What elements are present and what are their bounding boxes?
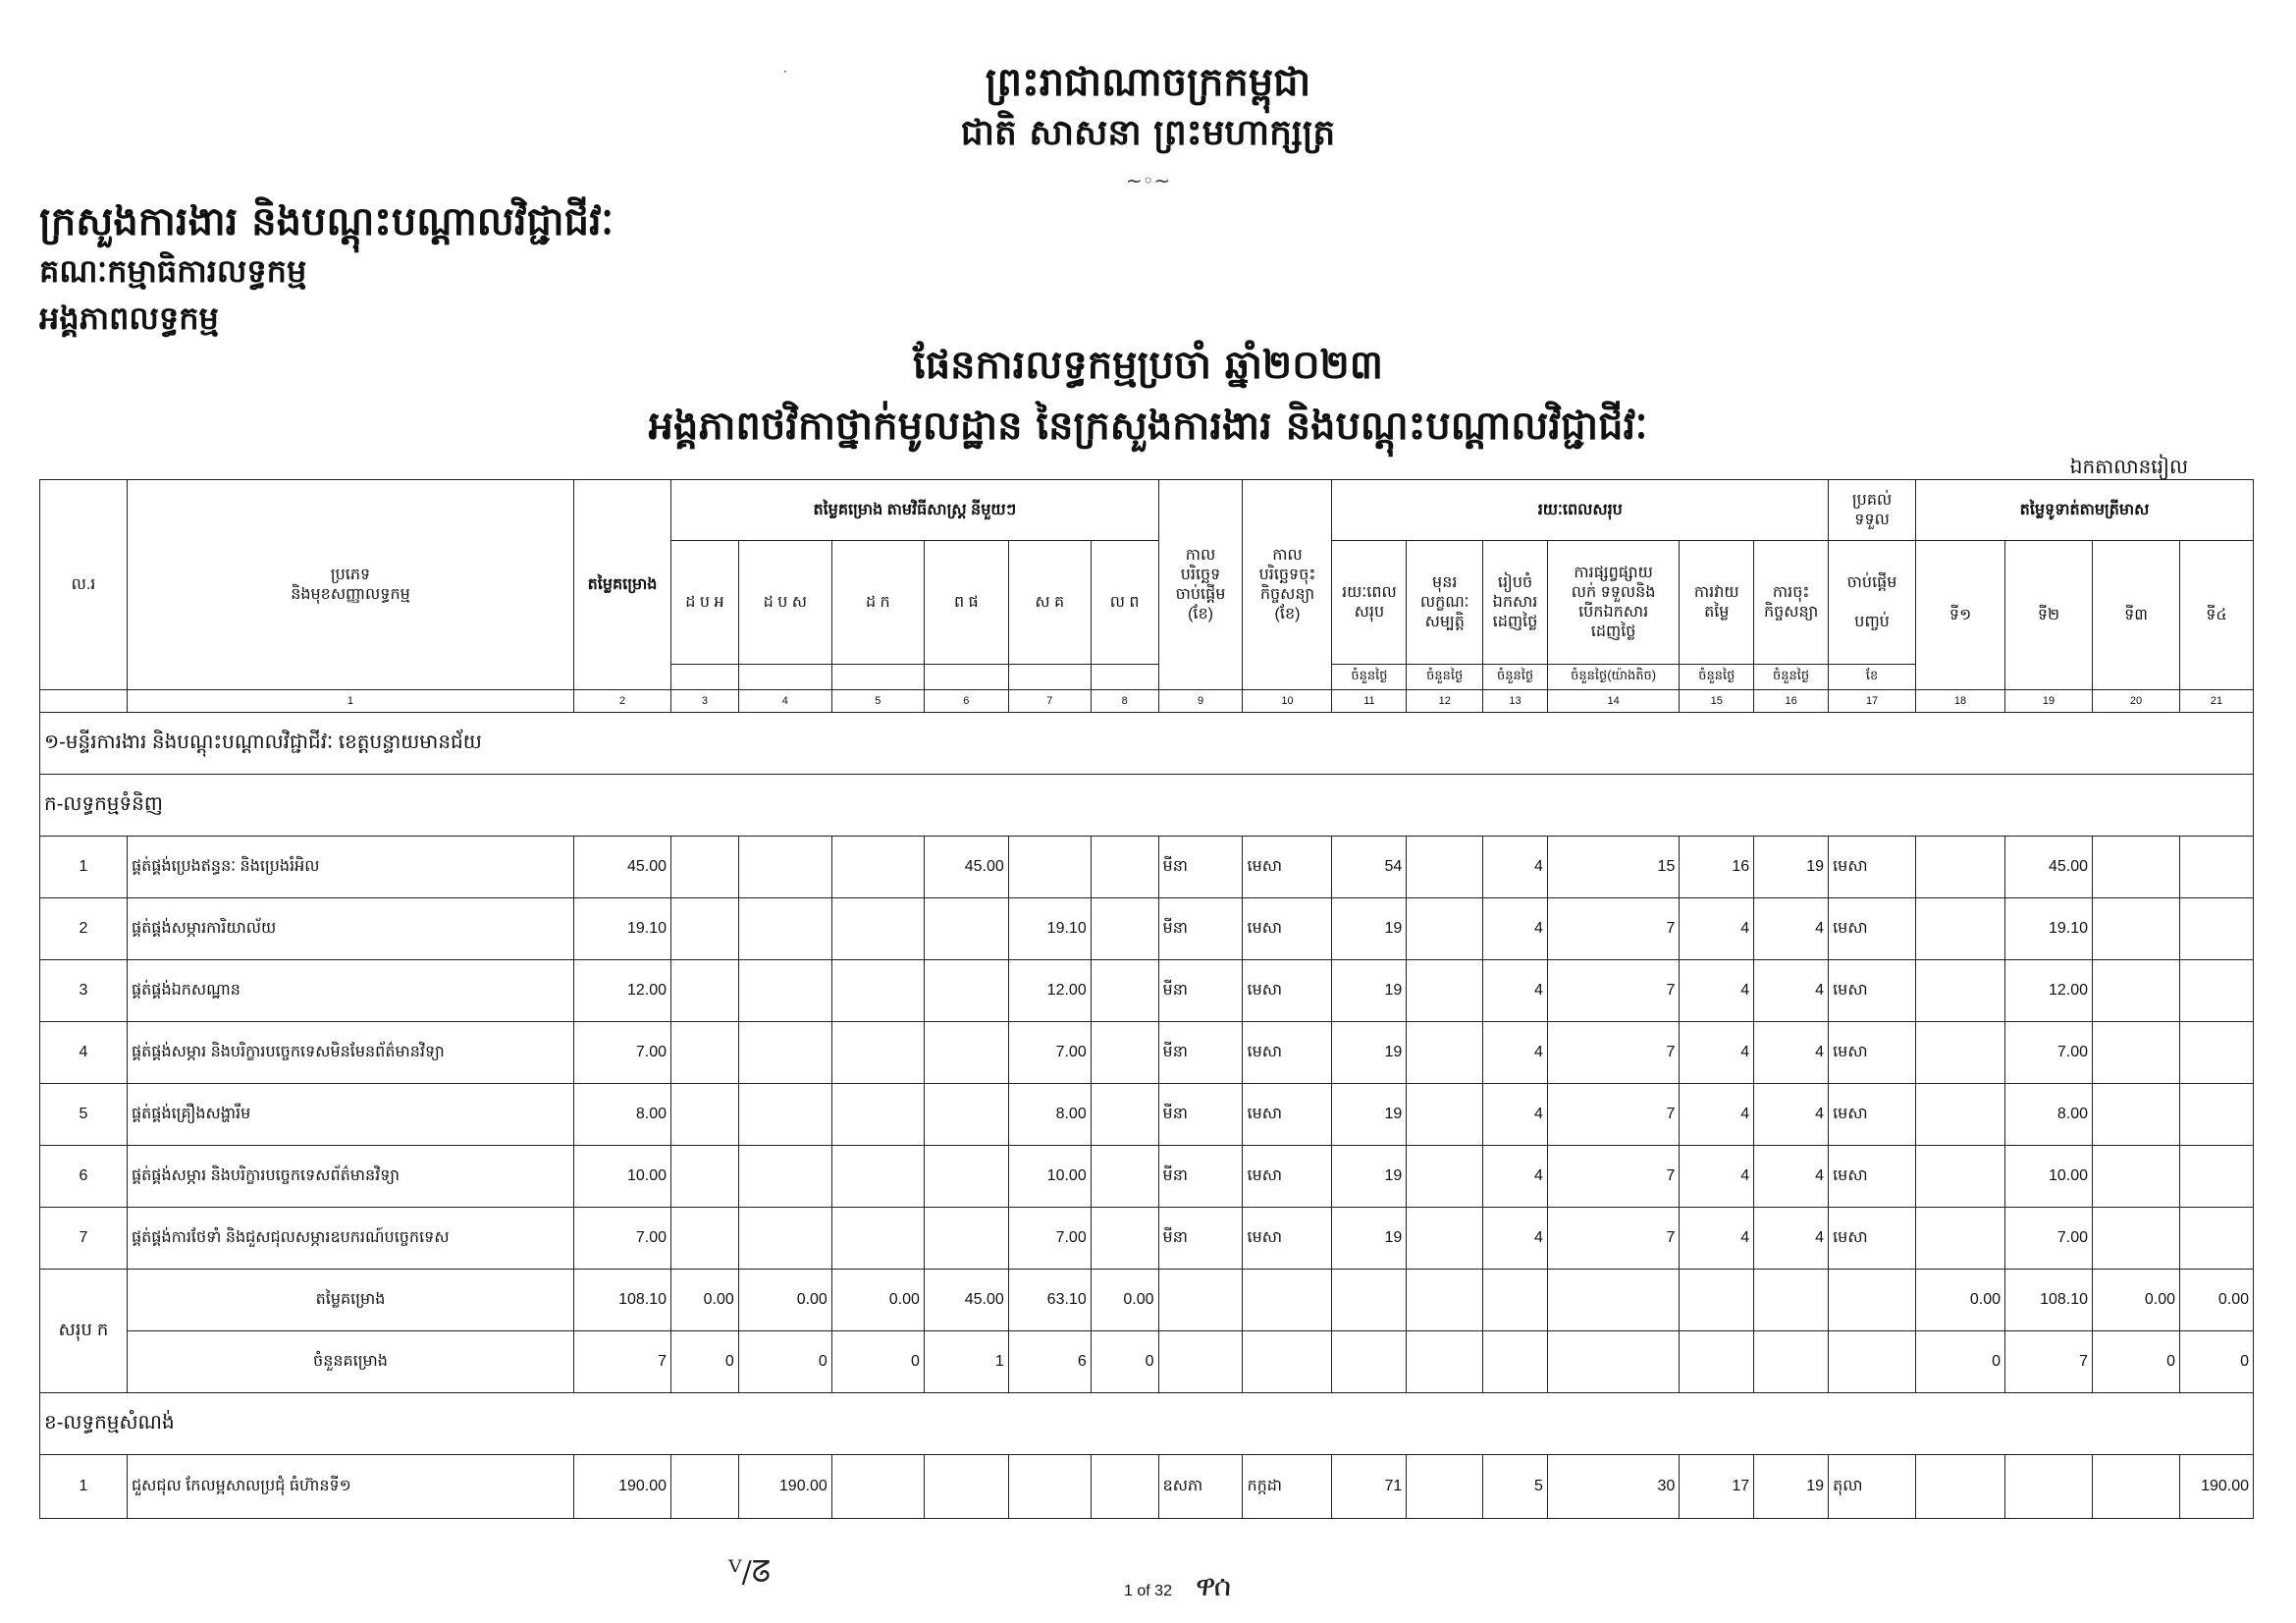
cell-s7: [1008, 837, 1091, 898]
cell-t16: 19: [1754, 837, 1829, 898]
cell-s8: [1091, 837, 1158, 898]
header-source-1: ដ ប អ: [671, 541, 739, 665]
cell-desc: ផ្គត់ផ្គង់ប្រេងឥន្ធនៈ និងប្រេងរំអិល: [127, 837, 573, 898]
cell-s5: [831, 1084, 924, 1146]
cell-t15: 17: [1680, 1455, 1754, 1519]
cell-s3: [671, 1146, 739, 1208]
cell-t11: 71: [1332, 1455, 1407, 1519]
cell-t12: [1407, 837, 1483, 898]
cell-q2: [2005, 1455, 2093, 1519]
cell-cost: 12.00: [573, 960, 670, 1022]
cell-q4: [2179, 1146, 2253, 1208]
cell-t14: 7: [1547, 1022, 1679, 1084]
col-number: 13: [1483, 690, 1548, 713]
header-source-5: ស គ: [1008, 541, 1091, 665]
header-source-group: តម្លៃគម្រោង តាមវិធីសាស្ត្រ នីមួយៗ: [671, 480, 1159, 541]
col-number: 15: [1680, 690, 1754, 713]
cell-t15: 4: [1680, 1022, 1754, 1084]
committee-name: គណៈកម្មាធិការលទ្ធកម្ម: [39, 252, 307, 290]
cell-t15: 4: [1680, 960, 1754, 1022]
cell-no: 2: [40, 898, 128, 960]
cell-del: មេសា: [1829, 837, 1916, 898]
header-quarter-group: តម្លៃទូទាត់តាមត្រីមាស: [1916, 480, 2254, 541]
cell-contract: កក្កដា: [1243, 1455, 1332, 1519]
table-row: [40, 837, 2254, 898]
cell-q4: [2179, 1022, 2253, 1084]
count-cell: 7: [573, 1331, 670, 1393]
cell-s5: [831, 1208, 924, 1270]
count-cell: 0: [1916, 1331, 2005, 1393]
cell-s8: [1091, 960, 1158, 1022]
cell-del: មេសា: [1829, 1084, 1916, 1146]
cell-contract: មេសា: [1243, 1146, 1332, 1208]
cell-no: 1: [40, 837, 128, 898]
cell-q2: 8.00: [2005, 1084, 2093, 1146]
col-number: 2: [573, 690, 670, 713]
cell-t11: 19: [1332, 898, 1407, 960]
cell-desc: ជួសជុល កែលម្អសាលប្រជុំ ធំហ៊ានទី១: [127, 1455, 573, 1519]
total-cell: 0.00: [1916, 1270, 2005, 1331]
cell-desc: ផ្គត់ផ្គង់សម្ភារការិយាល័យ: [127, 898, 573, 960]
cell-t16: 4: [1754, 1208, 1829, 1270]
cell-t16: 19: [1754, 1455, 1829, 1519]
cell-q4: [2179, 837, 2253, 898]
cell-q1: [1916, 1022, 2005, 1084]
cell-q2: 10.00: [2005, 1146, 2093, 1208]
cell-contract: មេសា: [1243, 1208, 1332, 1270]
handwritten-signature: ዋሰ: [1196, 1569, 1232, 1603]
cell-contract: មេសា: [1243, 898, 1332, 960]
section-provincial-department: ១-មន្ទីរការងារ និងបណ្តុះបណ្តាលវិជ្ជាជីវៈ ខេត្តបន្ទាយមានជ័យ: [40, 713, 2254, 775]
ornament-divider: ~◦~: [1125, 169, 1171, 192]
table-row: [40, 1208, 2254, 1270]
col-number: 1: [127, 690, 573, 713]
cell-q1: [1916, 1146, 2005, 1208]
col-number: 9: [1158, 690, 1243, 713]
header-contract: កាល បរិច្ឆេទចុះ កិច្ចសន្យា (ខែ): [1243, 480, 1332, 690]
cell-no: 7: [40, 1208, 128, 1270]
cell-s3: [671, 1208, 739, 1270]
cell-s8: [1091, 1146, 1158, 1208]
cell-s4: [738, 1022, 831, 1084]
cell-t15: 16: [1680, 837, 1754, 898]
cell-del: មេសា: [1829, 1208, 1916, 1270]
cell-cost: 7.00: [573, 1022, 670, 1084]
cell-s6: [924, 1208, 1008, 1270]
col-number: 19: [2005, 690, 2093, 713]
cell-t13: 4: [1483, 837, 1548, 898]
page-number: 1 of 32: [1124, 1583, 1172, 1599]
cell-q3: [2093, 837, 2180, 898]
cell-t11: 19: [1332, 1208, 1407, 1270]
cell-t13: 4: [1483, 898, 1548, 960]
header-quarter-2: ទី២: [2005, 541, 2093, 690]
cell-q3: [2093, 1022, 2180, 1084]
cell-s3: [671, 1022, 739, 1084]
cell-contract: មេសា: [1243, 960, 1332, 1022]
total-cell: 0.00: [831, 1270, 924, 1331]
total-cell: 0.00: [1091, 1270, 1158, 1331]
total-cell: 0.00: [2093, 1270, 2180, 1331]
count-cell: 7: [2005, 1331, 2093, 1393]
column-number-row: [40, 690, 2254, 713]
cell-t12: [1407, 960, 1483, 1022]
cell-desc: ផ្គត់ផ្គង់សម្ភារ និងបរិក្ខារបច្ចេកទេសព័ត៌មានវិទ្យា: [127, 1146, 573, 1208]
cell-t16: 4: [1754, 1146, 1829, 1208]
table-row: [40, 1022, 2254, 1084]
cell-t11: 19: [1332, 960, 1407, 1022]
cell-t15: 4: [1680, 1208, 1754, 1270]
cell-del: មេសា: [1829, 898, 1916, 960]
cell-s7: 10.00: [1008, 1146, 1091, 1208]
count-cell: 0: [831, 1331, 924, 1393]
header-no: ល.រ: [40, 480, 128, 690]
cell-s5: [831, 1146, 924, 1208]
cell-s4: 190.00: [738, 1455, 831, 1519]
cell-q2: 7.00: [2005, 1022, 2093, 1084]
total-cost-row: [40, 1270, 2254, 1331]
cell-del: មេសា: [1829, 1022, 1916, 1084]
cell-s7: [1008, 1455, 1091, 1519]
header-delivery-top: ប្រគល់ ទទួល: [1829, 480, 1916, 541]
count-cell: 1: [924, 1331, 1008, 1393]
cell-q4: [2179, 960, 2253, 1022]
currency-unit: ឯកតាលានរៀល: [2069, 455, 2188, 478]
header-start: កាល បរិច្ឆេទ ចាប់ផ្តើម (ខែ): [1158, 480, 1243, 690]
section-goods: ក-លទ្ធកម្មទំនិញ: [40, 775, 2254, 837]
cell-s7: 7.00: [1008, 1208, 1091, 1270]
header-time-6: ការចុះ កិច្ចសន្យា: [1754, 541, 1829, 665]
cell-q1: [1916, 1208, 2005, 1270]
col-number: 20: [2093, 690, 2180, 713]
cell-del: មេសា: [1829, 1146, 1916, 1208]
cell-s6: [924, 960, 1008, 1022]
table-row: [40, 1455, 2254, 1519]
cell-t14: 7: [1547, 898, 1679, 960]
cell-q4: [2179, 898, 2253, 960]
col-number: 3: [671, 690, 739, 713]
col-number: 5: [831, 690, 924, 713]
cell-t13: 5: [1483, 1455, 1548, 1519]
cell-t12: [1407, 1084, 1483, 1146]
cell-t14: 15: [1547, 837, 1679, 898]
total-cell: 45.00: [924, 1270, 1008, 1331]
scan-dot: ·: [783, 65, 787, 79]
header-quarter-3: ទី៣: [2093, 541, 2180, 690]
cell-s7: 8.00: [1008, 1084, 1091, 1146]
subheader-month: ខែ: [1829, 665, 1916, 690]
cell-desc: ផ្គត់ផ្គង់ការថែទាំ និងជួសជុលសម្ភារឧបករណ៍បច្ចេកទេស: [127, 1208, 573, 1270]
cell-s8: [1091, 898, 1158, 960]
total-cell: 0.00: [738, 1270, 831, 1331]
cell-start: មីនា: [1158, 898, 1243, 960]
count-cell: 6: [1008, 1331, 1091, 1393]
cell-no: 3: [40, 960, 128, 1022]
header-quarter-4: ទី៤: [2179, 541, 2253, 690]
cell-s6: [924, 1084, 1008, 1146]
col-number: 18: [1916, 690, 2005, 713]
col-number: 11: [1332, 690, 1407, 713]
total-cost-label: តម្លៃគម្រោង: [127, 1270, 573, 1331]
cell-q1: [1916, 898, 2005, 960]
cell-t14: 30: [1547, 1455, 1679, 1519]
cell-start: ឧសភា: [1158, 1455, 1243, 1519]
cell-t11: 19: [1332, 1146, 1407, 1208]
cell-start: មីនា: [1158, 1208, 1243, 1270]
cell-s7: 12.00: [1008, 960, 1091, 1022]
cell-q1: [1916, 837, 2005, 898]
cell-t11: 54: [1332, 837, 1407, 898]
cell-start: មីនា: [1158, 837, 1243, 898]
cell-s8: [1091, 1455, 1158, 1519]
ministry-name: ក្រសួងការងារ និងបណ្តុះបណ្តាលវិជ្ជាជីវៈ: [39, 199, 614, 244]
table-row: [40, 1084, 2254, 1146]
total-cell: 108.10: [573, 1270, 670, 1331]
cell-s6: 45.00: [924, 837, 1008, 898]
document-subtitle: អង្គភាពថវិកាថ្នាក់មូលដ្ឋាន នៃក្រសួងការងារ និងបណ្តុះបណ្តាលវិជ្ជាជីវៈ: [648, 404, 1648, 449]
header-source-6: ល ព: [1091, 541, 1158, 665]
col-number: [40, 690, 128, 713]
cell-q1: [1916, 1455, 2005, 1519]
subheader-days-min: ចំនួនថ្ងៃ(យ៉ាងតិច): [1547, 665, 1679, 690]
cell-s4: [738, 837, 831, 898]
cell-desc: ផ្គត់ផ្គង់សម្ភារ និងបរិក្ខារបច្ចេកទេសមិនមែនព័ត៌មានវិទ្យា: [127, 1022, 573, 1084]
cell-s6: [924, 898, 1008, 960]
cell-t11: 19: [1332, 1022, 1407, 1084]
cell-t15: 4: [1680, 1146, 1754, 1208]
cell-q1: [1916, 1084, 2005, 1146]
header-cost: តម្លៃគម្រោង: [573, 480, 670, 690]
table-row: [40, 898, 2254, 960]
cell-t12: [1407, 1146, 1483, 1208]
cell-contract: មេសា: [1243, 1022, 1332, 1084]
cell-t15: 4: [1680, 1084, 1754, 1146]
cell-cost: 8.00: [573, 1084, 670, 1146]
cell-start: មីនា: [1158, 1146, 1243, 1208]
count-cell: 0: [738, 1331, 831, 1393]
cell-s8: [1091, 1084, 1158, 1146]
cell-t14: 7: [1547, 1208, 1679, 1270]
total-label: សរុប ក: [40, 1270, 128, 1393]
cell-q4: [2179, 1084, 2253, 1146]
header-source-2: ដ ប ស: [738, 541, 831, 665]
cell-s5: [831, 1022, 924, 1084]
cell-s6: [924, 1455, 1008, 1519]
cell-s7: 7.00: [1008, 1022, 1091, 1084]
header-time-group: រយៈពេលសរុប: [1332, 480, 1829, 541]
cell-t11: 19: [1332, 1084, 1407, 1146]
cell-s5: [831, 960, 924, 1022]
cell-s8: [1091, 1208, 1158, 1270]
cell-q4: [2179, 1208, 2253, 1270]
cell-t14: 7: [1547, 1146, 1679, 1208]
header-time-2: មុនរ លក្ខណៈ សម្បត្តិ: [1407, 541, 1483, 665]
kingdom-motto: ជាតិ សាសនា ព្រះមហាក្សត្រ: [960, 113, 1336, 153]
kingdom-title: ព្រះរាជាណាចក្រកម្ពុជា: [985, 60, 1311, 105]
cell-q2: 19.10: [2005, 898, 2093, 960]
cell-t12: [1407, 1022, 1483, 1084]
subheader-days: ចំនួនថ្ងៃ: [1754, 665, 1829, 690]
cell-q2: 12.00: [2005, 960, 2093, 1022]
cell-s3: [671, 1084, 739, 1146]
col-number: 14: [1547, 690, 1679, 713]
count-cell: 0: [1091, 1331, 1158, 1393]
cell-q3: [2093, 1455, 2180, 1519]
cell-t13: 4: [1483, 1022, 1548, 1084]
handwritten-initial: ⱽ/ᘔ: [728, 1555, 772, 1590]
document-title: ផែនការលទ្ធកម្មប្រចាំ ឆ្នាំ២០២៣: [913, 343, 1383, 388]
cell-s3: [671, 960, 739, 1022]
cell-start: មីនា: [1158, 1022, 1243, 1084]
cell-cost: 7.00: [573, 1208, 670, 1270]
col-number: 4: [738, 690, 831, 713]
cell-q3: [2093, 898, 2180, 960]
col-number: 16: [1754, 690, 1829, 713]
cell-desc: ផ្គត់ផ្គង់ឯកសណ្ឋាន: [127, 960, 573, 1022]
cell-no: 1: [40, 1455, 128, 1519]
total-cell: 108.10: [2005, 1270, 2093, 1331]
col-number: 21: [2179, 690, 2253, 713]
cell-t16: 4: [1754, 1084, 1829, 1146]
cell-s5: [831, 898, 924, 960]
total-cell: 0.00: [2179, 1270, 2253, 1331]
unit-name: អង្គភាពលទ្ធកម្ម: [39, 299, 219, 337]
cell-t12: [1407, 1208, 1483, 1270]
cell-s4: [738, 1146, 831, 1208]
cell-q4: 190.00: [2179, 1455, 2253, 1519]
header-delivery: ចាប់ផ្តើម បញ្ចប់: [1829, 541, 1916, 665]
cell-t12: [1407, 898, 1483, 960]
subheader-days: ចំនួនថ្ងៃ: [1332, 665, 1407, 690]
cell-s8: [1091, 1022, 1158, 1084]
cell-t16: 4: [1754, 898, 1829, 960]
subheader-days: ចំនួនថ្ងៃ: [1407, 665, 1483, 690]
cell-s6: [924, 1022, 1008, 1084]
cell-contract: មេសា: [1243, 837, 1332, 898]
header-time-4: ការផ្សព្វផ្សាយ លក់ ទទួលនិង បើកឯកសារ ដេញថ្លៃ: [1547, 541, 1679, 665]
cell-s3: [671, 898, 739, 960]
total-count-label: ចំនួនគម្រោង: [127, 1331, 573, 1393]
subheader-days: ចំនួនថ្ងៃ: [1483, 665, 1548, 690]
cell-s4: [738, 1084, 831, 1146]
col-number: 6: [924, 690, 1008, 713]
cell-cost: 19.10: [573, 898, 670, 960]
header-time-5: ការវាយ តម្លៃ: [1680, 541, 1754, 665]
header-time-1: រយៈពេល សរុប: [1332, 541, 1407, 665]
cell-s3: [671, 1455, 739, 1519]
cell-s5: [831, 837, 924, 898]
count-cell: 0: [2093, 1331, 2180, 1393]
total-cell: 0.00: [671, 1270, 739, 1331]
cell-q3: [2093, 1146, 2180, 1208]
cell-t13: 4: [1483, 1146, 1548, 1208]
cell-cost: 190.00: [573, 1455, 670, 1519]
cell-s4: [738, 960, 831, 1022]
total-cell: 63.10: [1008, 1270, 1091, 1331]
cell-del: តុលា: [1829, 1455, 1916, 1519]
cell-s4: [738, 898, 831, 960]
header-source-3: ដ ក: [831, 541, 924, 665]
cell-t12: [1407, 1455, 1483, 1519]
cell-no: 4: [40, 1022, 128, 1084]
cell-t13: 4: [1483, 960, 1548, 1022]
subheader-days: ចំនួនថ្ងៃ: [1680, 665, 1754, 690]
cell-s3: [671, 837, 739, 898]
cell-no: 6: [40, 1146, 128, 1208]
cell-q3: [2093, 1208, 2180, 1270]
section-construction: ខ-លទ្ធកម្មសំណង់: [40, 1393, 2254, 1455]
header-source-4: ព ផ: [924, 541, 1008, 665]
cell-t16: 4: [1754, 1022, 1829, 1084]
header-type: ប្រភេទ និងមុខសញ្ញាលទ្ធកម្ម: [127, 480, 573, 690]
cell-contract: មេសា: [1243, 1084, 1332, 1146]
cell-t16: 4: [1754, 960, 1829, 1022]
cell-start: មីនា: [1158, 960, 1243, 1022]
cell-t14: 7: [1547, 960, 1679, 1022]
header-time-3: រៀបចំ ឯកសារ ដេញថ្លៃ: [1483, 541, 1548, 665]
cell-del: មេសា: [1829, 960, 1916, 1022]
col-number: 10: [1243, 690, 1332, 713]
cell-s6: [924, 1146, 1008, 1208]
cell-start: មីនា: [1158, 1084, 1243, 1146]
cell-t14: 7: [1547, 1084, 1679, 1146]
cell-desc: ផ្គត់ផ្គង់គ្រឿងសង្ហារឹម: [127, 1084, 573, 1146]
cell-q1: [1916, 960, 2005, 1022]
total-count-row: [40, 1331, 2254, 1393]
cell-s5: [831, 1455, 924, 1519]
cell-q2: 45.00: [2005, 837, 2093, 898]
cell-q3: [2093, 1084, 2180, 1146]
cell-s4: [738, 1208, 831, 1270]
count-cell: 0: [671, 1331, 739, 1393]
cell-t13: 4: [1483, 1208, 1548, 1270]
cell-s7: 19.10: [1008, 898, 1091, 960]
cell-q2: 7.00: [2005, 1208, 2093, 1270]
col-number: 8: [1091, 690, 1158, 713]
col-number: 12: [1407, 690, 1483, 713]
header-quarter-1: ទី១: [1916, 541, 2005, 690]
table-row: [40, 960, 2254, 1022]
cell-cost: 10.00: [573, 1146, 670, 1208]
count-cell: 0: [2179, 1331, 2253, 1393]
cell-no: 5: [40, 1084, 128, 1146]
col-number: 7: [1008, 690, 1091, 713]
cell-t13: 4: [1483, 1084, 1548, 1146]
cell-cost: 45.00: [573, 837, 670, 898]
cell-q3: [2093, 960, 2180, 1022]
col-number: 17: [1829, 690, 1916, 713]
table-row: [40, 1146, 2254, 1208]
procurement-plan-table: [39, 479, 2254, 1519]
cell-t15: 4: [1680, 898, 1754, 960]
